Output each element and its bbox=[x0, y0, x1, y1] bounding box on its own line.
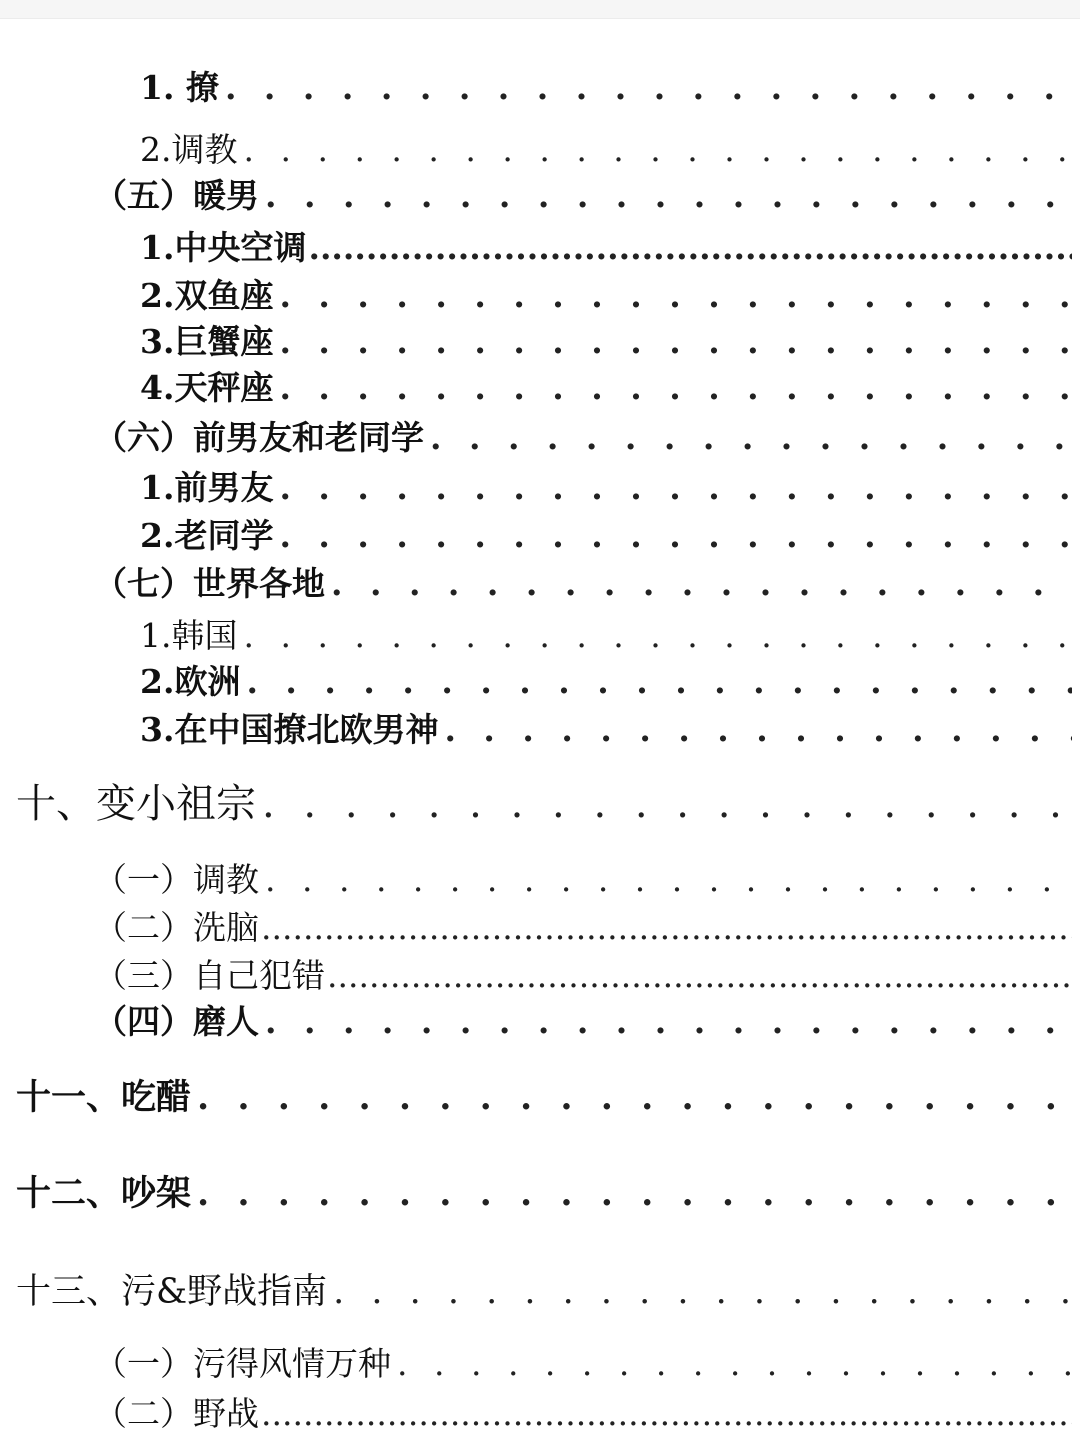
toc-entry[interactable] bbox=[0, 362, 1072, 409]
toc-entry[interactable] bbox=[0, 656, 1072, 703]
toc-entry-label: （一）污得风情万种 bbox=[94, 1344, 391, 1383]
toc-entry-label: 1.中央空调 bbox=[140, 228, 307, 267]
toc-entry-label: 十一、吃醋 bbox=[16, 1077, 192, 1118]
toc-entry[interactable] bbox=[0, 996, 1072, 1043]
toc-entry[interactable] bbox=[0, 62, 1072, 109]
toc-entry[interactable] bbox=[0, 170, 1072, 217]
toc-entry[interactable] bbox=[0, 124, 1072, 171]
toc-entry-label: 3.巨蟹座 bbox=[140, 322, 274, 361]
toc-leader-dots bbox=[265, 176, 1072, 215]
toc-leader-dots bbox=[244, 130, 1073, 169]
toc-leader-dots bbox=[279, 322, 1072, 361]
toc-entry-label: 3.在中国撩北欧男神 bbox=[140, 710, 439, 749]
toc-entry-label: 十、变小祖宗 bbox=[16, 781, 256, 827]
toc-leader-dots bbox=[197, 1077, 1072, 1118]
toc-leader-dots bbox=[327, 956, 1072, 995]
toc-leader-dots bbox=[265, 1002, 1072, 1041]
toc-leader-dots bbox=[444, 710, 1072, 749]
toc-entry[interactable] bbox=[0, 412, 1072, 459]
toc-entry-label: （四）磨人 bbox=[94, 1002, 259, 1041]
toc-chapter-entry[interactable] bbox=[0, 1166, 1072, 1216]
toc-entry[interactable] bbox=[0, 558, 1072, 605]
toc-entry[interactable] bbox=[0, 1338, 1072, 1385]
toc-entry[interactable] bbox=[0, 222, 1072, 269]
toc-entry-label: （五）暖男 bbox=[94, 176, 259, 215]
toc-entry-label: 2.调教 bbox=[140, 130, 238, 169]
toc-entry-label: （三）自己犯错 bbox=[94, 956, 325, 995]
toc-entry-label: （二）野战 bbox=[94, 1394, 259, 1433]
toc-entry-label: 1.前男友 bbox=[140, 468, 274, 507]
toc-entry[interactable] bbox=[0, 1388, 1072, 1435]
toc-leader-dots bbox=[261, 908, 1072, 947]
toc-entry-label: （六）前男友和老同学 bbox=[94, 418, 424, 457]
toc-entry-label: 十二、吵架 bbox=[16, 1173, 192, 1214]
toc-entry-label: （七）世界各地 bbox=[94, 564, 325, 603]
toc-chapter-entry[interactable] bbox=[0, 1264, 1072, 1314]
toc-leader-dots bbox=[262, 781, 1072, 827]
toc-leader-dots bbox=[279, 468, 1072, 507]
toc-entry-label: 2.双鱼座 bbox=[140, 276, 274, 315]
toc-leader-dots bbox=[430, 418, 1072, 457]
toc-leader-dots bbox=[331, 564, 1072, 603]
toc-entry[interactable] bbox=[0, 462, 1072, 509]
toc-entry-label: 2.欧洲 bbox=[140, 662, 241, 701]
toc-leader-dots bbox=[265, 860, 1072, 899]
toc-leader-dots bbox=[333, 1272, 1072, 1312]
toc-chapter-entry[interactable] bbox=[0, 1070, 1072, 1120]
toc-entry-label: 1.韩国 bbox=[140, 616, 238, 655]
toc-entry[interactable] bbox=[0, 610, 1072, 657]
toc-leader-dots bbox=[279, 516, 1072, 555]
toc-entry[interactable] bbox=[0, 950, 1072, 997]
toc-entry-label: 1. 撩 bbox=[140, 68, 219, 107]
toc-leader-dots bbox=[308, 228, 1072, 267]
toc-leader-dots bbox=[261, 1394, 1072, 1433]
toc-entry[interactable] bbox=[0, 854, 1072, 901]
toc-leader-dots bbox=[279, 368, 1072, 407]
toc-leader-dots bbox=[244, 616, 1073, 655]
toc-entry[interactable] bbox=[0, 510, 1072, 557]
toc-leader-dots bbox=[246, 662, 1072, 701]
toc-entry[interactable] bbox=[0, 902, 1072, 949]
toc-leader-dots bbox=[197, 1173, 1072, 1214]
toc-entry-label: 十三、污&野战指南 bbox=[16, 1272, 328, 1312]
toc-leader-dots bbox=[397, 1344, 1072, 1383]
toc-entry-label: 4.天秤座 bbox=[140, 368, 274, 407]
toc-entry[interactable] bbox=[0, 316, 1072, 363]
toc-entry-label: （一）调教 bbox=[94, 860, 259, 899]
toc-entry[interactable] bbox=[0, 270, 1072, 317]
toc-leader-dots bbox=[279, 276, 1072, 315]
toc-chapter-entry[interactable] bbox=[0, 772, 1072, 829]
toc-entry-label: （二）洗脑 bbox=[94, 908, 259, 947]
toc-entry-label: 2.老同学 bbox=[140, 516, 274, 555]
toc-leader-dots bbox=[225, 68, 1072, 107]
toc-entry[interactable] bbox=[0, 704, 1072, 751]
